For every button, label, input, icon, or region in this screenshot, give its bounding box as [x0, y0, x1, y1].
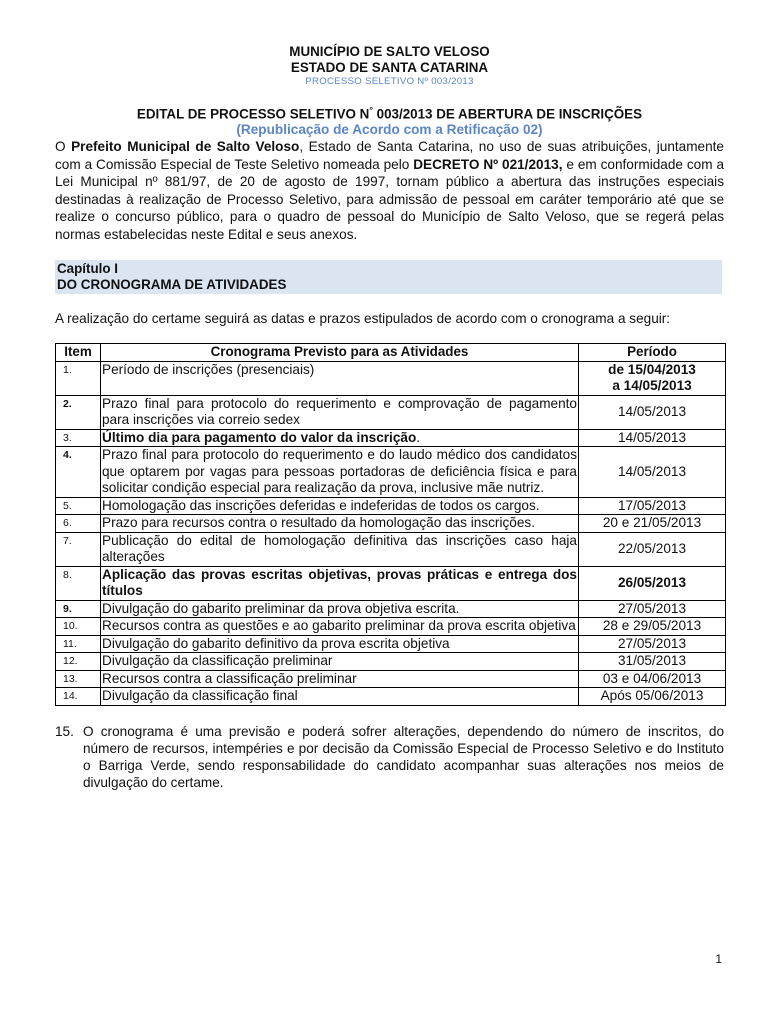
table-row [56, 497, 726, 515]
row-period: Após 05/06/2013 [579, 688, 726, 706]
row-item-number: 3. [56, 429, 101, 447]
row-item-number: 13. [56, 670, 101, 688]
row-activity [101, 618, 579, 636]
table-row [56, 566, 726, 600]
row-activity-tail: . [416, 429, 421, 445]
table-row [56, 618, 726, 636]
edital-subtitle: (Republicação de Acordo com a Retificação 02) [236, 122, 543, 138]
table-row [56, 515, 726, 533]
table-header-row [56, 344, 726, 362]
process-number: PROCESSO SELETIVO Nº 003/2013 [305, 76, 474, 87]
note-number: 15. [55, 723, 74, 739]
title-part-2: 003/2013 DE ABERTURA DE INSCRIÇÕES [372, 106, 643, 122]
intro-text-1: O [55, 139, 72, 155]
row-activity [101, 447, 579, 498]
header-activities: Cronograma Previsto para as Atividades [101, 344, 579, 362]
row-activity-text: Recursos contra a classificação preliminar [102, 670, 357, 686]
table-row [56, 688, 726, 706]
row-item-number: 10. [56, 618, 101, 636]
row-period: 14/05/2013 [579, 429, 726, 447]
row-activity [101, 515, 579, 533]
intro-text-2: , Estado de Santa Catarina, no uso de suas atribuições, juntamente com a Comissão Especial de Teste Seletivo nomeada pelo [55, 139, 724, 172]
row-activity-text: Recursos contra as questões e ao gabarito preliminar da prova escrita objetiva [102, 618, 576, 634]
page-number: 1 [715, 952, 722, 966]
row-activity-text: Divulgação da classificação final [102, 688, 298, 704]
row-item-number: 7. [56, 532, 101, 566]
edital-title [55, 102, 724, 122]
table-row [56, 361, 726, 395]
row-item-number: 4. [56, 447, 101, 498]
chapter-title: DO CRONOGRAMA DE ATIVIDADES [57, 277, 287, 293]
row-period: 26/05/2013 [579, 566, 726, 600]
row-activity-text: Último dia para pagamento do valor da inscrição [102, 429, 417, 445]
municipality-name: MUNICÍPIO DE SALTO VELOSO [289, 44, 490, 59]
degree-symbol: ° [369, 105, 373, 115]
title-part-1: EDITAL DE PROCESSO SELETIVO N [136, 106, 370, 122]
row-item-number: 5. [56, 497, 101, 515]
row-activity-text: Divulgação da classificação preliminar [102, 653, 333, 669]
row-period: 17/05/2013 [579, 497, 726, 515]
schedule-lead-text: A realização do certame seguirá as datas e prazos estipulados de acordo com o cronograma a seguir: [55, 311, 671, 327]
row-period: 27/05/2013 [579, 635, 726, 653]
table-row [56, 635, 726, 653]
row-item-number: 2. [56, 395, 101, 429]
intro-bold-1: Prefeito Municipal de Salto Veloso [71, 139, 300, 155]
row-activity [101, 688, 579, 706]
row-activity-text: Divulgação do gabarito preliminar da prova objetiva escrita. [102, 600, 460, 616]
intro-text-3: e em conformidade com a Lei Municipal nº 881/97, de 20 de agosto de 1997, tornam público a abertura das instruções especiais destinadas à realização de Processo Seletivo, para admissão de pessoal em caráter temporário até que se realize o concurso público, para o quadro de pessoal do Município de Salto Veloso, que se regerá pelas normas estabelecidas neste Edital e seus anexos. [55, 156, 725, 242]
row-activity-text: Divulgação do gabarito definitivo da prova escrita objetiva [102, 635, 450, 651]
row-activity [101, 429, 579, 447]
row-activity-text: Prazo final para protocolo do requerimento e do laudo médico dos candidatos que optarem por vagas para pessoas portadoras de deficiência física e para solicitar condição especial para realização da prova, inclusive mãe nutriz. [102, 447, 577, 496]
schedule-table [55, 343, 726, 706]
row-item-number: 8. [56, 566, 101, 600]
intro-bold-2: DECRETO Nº 021/2013, [413, 156, 563, 172]
row-item-number: 11. [56, 635, 101, 653]
schedule-note [55, 723, 724, 791]
header-period: Período [579, 344, 726, 362]
row-activity [101, 497, 579, 515]
table-row [56, 532, 726, 566]
row-activity [101, 653, 579, 671]
row-activity [101, 670, 579, 688]
row-activity [101, 600, 579, 618]
row-activity-text: Prazo para recursos contra o resultado da homologação das inscrições. [102, 515, 535, 531]
row-activity-text: Aplicação das provas escritas objetivas, provas práticas e entrega dos títulos [102, 566, 577, 599]
row-activity-text: Prazo final para protocolo do requerimento e comprovação de pagamento para inscrições via correio sedex [102, 395, 577, 428]
row-period: de 15/04/2013 a 14/05/2013 [579, 361, 726, 395]
row-activity [101, 361, 579, 395]
row-item-number: 12. [56, 653, 101, 671]
table-row [56, 447, 726, 498]
row-item-number: 14. [56, 688, 101, 706]
row-period: 03 e 04/06/2013 [579, 670, 726, 688]
table-row [56, 653, 726, 671]
row-activity [101, 566, 579, 600]
header-item: Item [56, 344, 101, 362]
row-period: 14/05/2013 [579, 395, 726, 429]
row-period: 22/05/2013 [579, 532, 726, 566]
table-row [56, 395, 726, 429]
table-row [56, 600, 726, 618]
row-item-number: 1. [56, 361, 101, 395]
intro-paragraph [55, 138, 724, 243]
row-activity [101, 532, 579, 566]
note-text: O cronograma é uma previsão e poderá sofrer alterações, dependendo do número de inscritos, do número de recursos, intempéries e por decisão da Comissão Especial de Processo Seletivo e do Instituto o Barriga Verde, sendo responsabilidade do candidato acompanhar suas alterações nos meios de divulgação do certame. [83, 723, 724, 790]
table-row [56, 429, 726, 447]
row-activity-text: Publicação do edital de homologação definitiva das inscrições caso haja alterações [102, 532, 577, 565]
row-period: 14/05/2013 [579, 447, 726, 498]
row-item-number: 9. [56, 600, 101, 618]
row-activity [101, 635, 579, 653]
row-activity [101, 395, 579, 429]
row-period: 31/05/2013 [579, 653, 726, 671]
row-activity-text: Homologação das inscrições deferidas e indeferidas de todos os cargos. [102, 497, 540, 513]
chapter-heading [55, 260, 722, 294]
row-activity-text: Período de inscrições (presenciais) [102, 361, 315, 377]
row-period: 20 e 21/05/2013 [579, 515, 726, 533]
row-period: 27/05/2013 [579, 600, 726, 618]
row-item-number: 6. [56, 515, 101, 533]
table-row [56, 670, 726, 688]
chapter-number: Capítulo I [57, 261, 118, 277]
document-page [55, 44, 724, 791]
state-name: ESTADO DE SANTA CATARINA [290, 60, 489, 75]
row-period: 28 e 29/05/2013 [579, 618, 726, 636]
